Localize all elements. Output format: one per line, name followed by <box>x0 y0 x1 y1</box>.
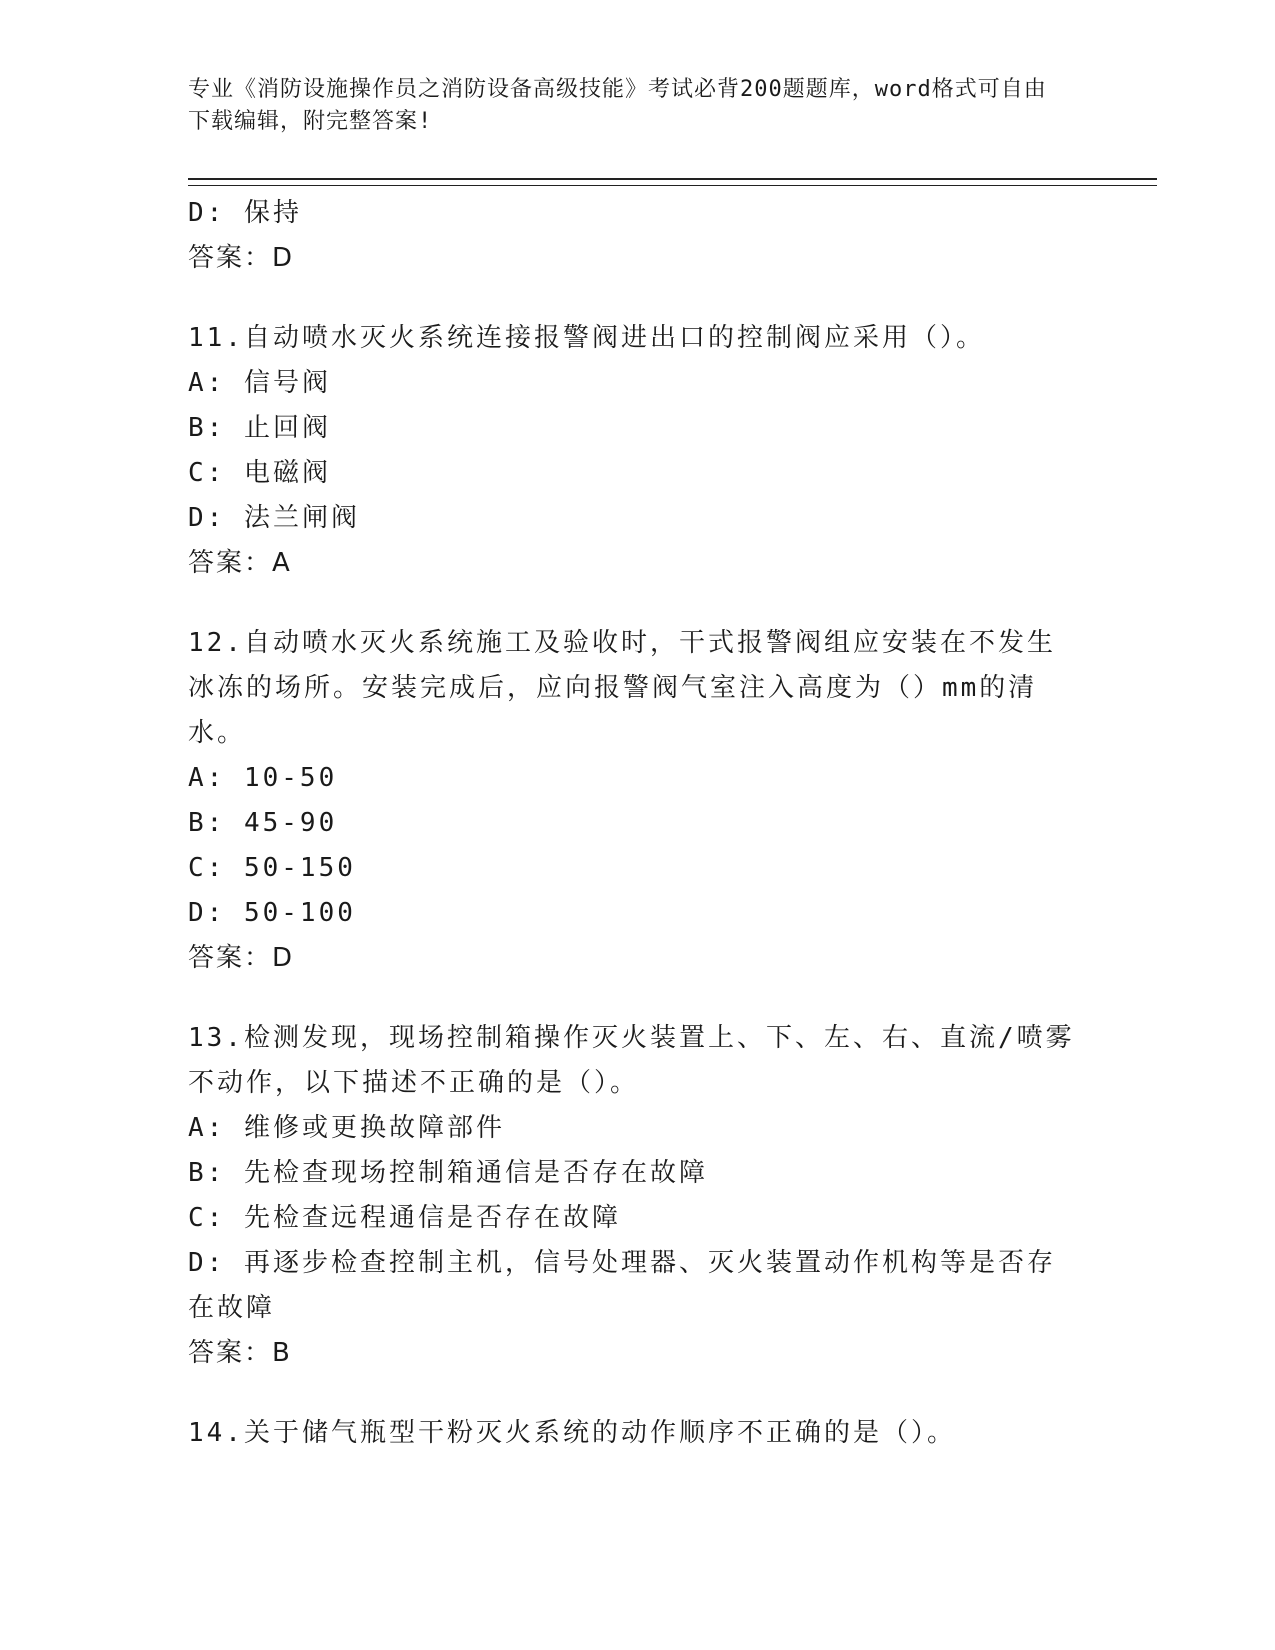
option-a: A: 信号阀 <box>188 368 331 398</box>
option-d: D: 再逐步检查控制主机，信号处理器、灭火装置动作机构等是否存在故障 <box>188 1248 1056 1323</box>
option-c: C: 电磁阀 <box>188 458 331 488</box>
header-divider <box>188 178 1157 186</box>
option-d: D: 50-100 <box>188 898 356 928</box>
question-stem: 14.关于储气瓶型干粉灭火系统的动作顺序不正确的是（）。 <box>188 1418 956 1448</box>
question-stem: 11.自动喷水灭火系统连接报警阀进出口的控制阀应采用（）。 <box>188 323 985 353</box>
option-c: C: 50-150 <box>188 853 356 883</box>
option-b: B: 先检查现场控制箱通信是否存在故障 <box>188 1158 708 1188</box>
option-b: B: 45-90 <box>188 808 338 838</box>
option-a: A: 10-50 <box>188 763 338 793</box>
question-stem: 13.检测发现，现场控制箱操作灭火装置上、下、左、右、直流/喷雾不动作，以下描述不正确的是（）。 <box>188 1023 1075 1098</box>
answer-line: 答案：B <box>188 1338 292 1368</box>
option-d: D: 法兰闸阀 <box>188 503 360 533</box>
question-item <box>188 621 1078 981</box>
question-stem: 12.自动喷水灭火系统施工及验收时，干式报警阀组应安装在不发生冰冻的场所。安装完成后，应向报警阀气室注入高度为（）mm的清水。 <box>188 628 1056 748</box>
answer-line: 答案：D <box>188 243 295 273</box>
option-a: A: 维修或更换故障部件 <box>188 1113 505 1143</box>
option-c: C: 先检查远程通信是否存在故障 <box>188 1203 621 1233</box>
document-header: 专业《消防设施操作员之消防设备高级技能》考试必背200题题库，word格式可自由下载编辑，附完整答案! <box>188 77 1047 134</box>
question-item <box>188 316 1078 586</box>
question-item <box>188 1016 1078 1376</box>
question-list <box>188 191 1078 1456</box>
question-item <box>188 1411 1078 1456</box>
option-b: B: 止回阀 <box>188 413 331 443</box>
option-d: D: 保持 <box>188 198 302 228</box>
answer-line: 答案：A <box>188 548 292 578</box>
answer-line: 答案：D <box>188 943 295 973</box>
